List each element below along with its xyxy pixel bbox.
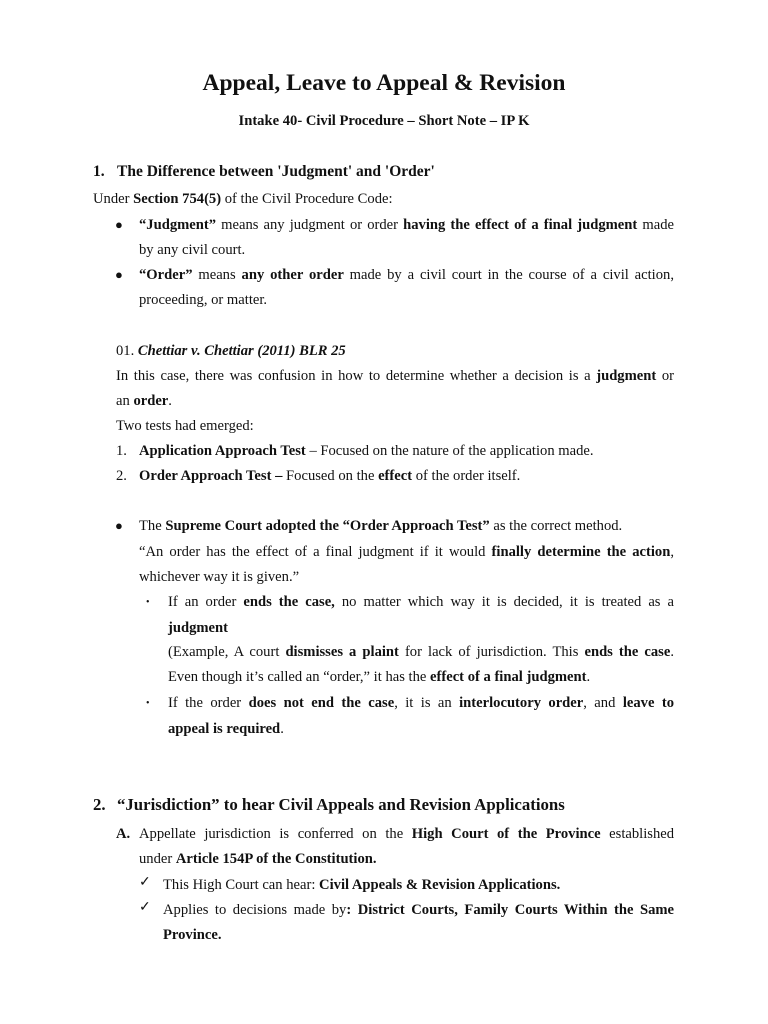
sub-point-2-line-2: appeal is required. (168, 721, 284, 737)
sub-point-1-example-line-2: Even though it’s called an “order,” it has the effect of a final judgment. (168, 669, 591, 685)
item-a-line-1: Appellate jurisdiction is conferred on the High Court of the Province established (139, 826, 675, 842)
section-1-number: 1. (93, 163, 105, 180)
test-1-number: 1. (116, 443, 127, 459)
item-a-line-2: under Article 154P of the Constitution. (139, 851, 377, 867)
holding-quote-line-1: “An order has the effect of a final judgment if it would finally determine the action, (139, 544, 675, 560)
checkmark-icon: ✓ (139, 875, 151, 890)
test-2-number: 2. (116, 468, 127, 484)
document-title: Appeal, Leave to Appeal & Revision (202, 70, 566, 96)
bullet-icon: ● (115, 217, 123, 232)
tests-intro: Two tests had emerged: (116, 418, 254, 434)
small-bullet-icon: • (146, 597, 150, 608)
sub-point-1-line-2: judgment (168, 620, 228, 636)
supreme-court-holding: The Supreme Court adopted the “Order Approach Test” as the correct method. (139, 518, 623, 534)
sub-point-1-example-line-1: (Example, A court dismisses a plaint for lack of jurisdiction. This ends the case. (168, 644, 674, 660)
bullet-icon: ● (115, 267, 123, 282)
section-1-heading: The Difference between 'Judgment' and 'Order' (117, 163, 435, 180)
holding-quote-line-2: whichever way it is given.” (139, 569, 300, 585)
check-item-2-line-1: Applies to decisions made by: District Courts, Family Courts Within the Same (163, 902, 675, 918)
case-citation: 01. Chettiar v. Chettiar (2011) BLR 25 (116, 343, 346, 359)
test-2-text: Order Approach Test – Focused on the effect of the order itself. (139, 468, 521, 484)
judgment-definition-line-2: by any civil court. (139, 242, 246, 258)
section-2-number: 2. (93, 795, 106, 814)
document-subtitle: Intake 40- Civil Procedure – Short Note – IP K (238, 113, 530, 129)
case-paragraph-line-2: an order. (116, 393, 172, 409)
sub-point-1-line-1: If an order ends the case, no matter which way it is decided, it is treated as a (168, 594, 674, 610)
test-1-text: Application Approach Test – Focused on the nature of the application made. (139, 443, 594, 459)
check-item-1: This High Court can hear: Civil Appeals & Revision Applications. (163, 877, 561, 893)
bullet-icon: ● (115, 518, 123, 533)
checkmark-icon: ✓ (139, 900, 151, 915)
sub-point-2-line-1: If the order does not end the case, it is an interlocutory order, and leave to (168, 695, 674, 711)
check-item-2-line-2: Province. (163, 927, 222, 943)
item-a-label: A. (116, 826, 131, 842)
section-1-intro: Under Section 754(5) of the Civil Procedure Code: (93, 191, 393, 207)
order-definition-line-2: proceeding, or matter. (139, 292, 268, 308)
judgment-definition-line-1: “Judgment” means any judgment or order having the effect of a final judgment made (139, 217, 674, 233)
case-paragraph-line-1: In this case, there was confusion in how to determine whether a decision is a judgment or (116, 368, 674, 384)
small-bullet-icon: • (146, 698, 150, 709)
order-definition-line-1: “Order” means any other order made by a civil court in the course of a civil action, (139, 267, 674, 283)
section-2-heading: “Jurisdiction” to hear Civil Appeals and Revision Applications (117, 795, 565, 814)
